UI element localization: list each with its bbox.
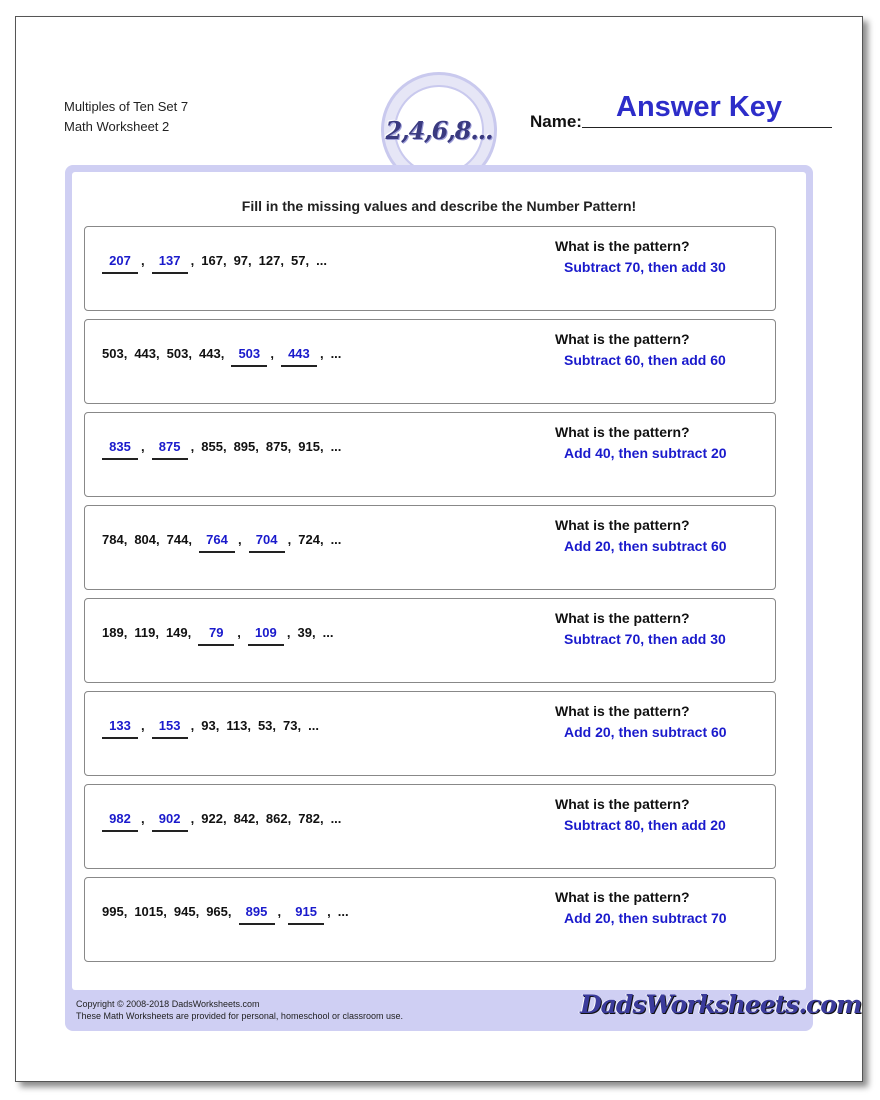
pattern-answer: Add 20, then subtract 60 xyxy=(564,538,727,554)
sequence-term: 915 xyxy=(298,439,320,454)
sequence-term: 39 xyxy=(297,625,312,640)
answer-blank[interactable]: 895 xyxy=(239,904,275,925)
comma-separator: , xyxy=(277,904,282,919)
pattern-question: What is the pattern? xyxy=(555,424,690,440)
comma-separator: , xyxy=(287,811,292,826)
number-sequence xyxy=(102,439,341,454)
sequence-term: 995 xyxy=(102,904,124,919)
sequence-term: 53 xyxy=(257,718,273,733)
pattern-question: What is the pattern? xyxy=(555,331,690,347)
comma-separator: , xyxy=(188,346,192,361)
comma-separator: , xyxy=(319,532,324,547)
answer-blank[interactable]: 915 xyxy=(288,904,324,925)
comma-separator: , xyxy=(220,346,225,361)
pattern-answer: Subtract 70, then add 30 xyxy=(564,631,726,647)
worksheet-subtitle: Math Worksheet 2 xyxy=(64,119,170,134)
comma-separator: , xyxy=(215,718,220,733)
sequence-term: 945 xyxy=(173,904,196,919)
answer-blank[interactable]: 153 xyxy=(152,718,188,739)
answer-blank[interactable]: 443 xyxy=(281,346,317,367)
answer-blank[interactable]: 503 xyxy=(231,346,267,367)
pattern-question: What is the pattern? xyxy=(555,796,690,812)
number-sequence xyxy=(102,346,341,361)
number-sequence xyxy=(102,625,333,640)
comma-separator: , xyxy=(195,904,200,919)
pattern-answer: Add 40, then subtract 20 xyxy=(564,445,727,461)
comma-separator: , xyxy=(237,532,242,547)
comma-separator: , xyxy=(163,904,167,919)
sequence-term: 965 xyxy=(206,904,228,919)
pattern-question: What is the pattern? xyxy=(555,517,690,533)
comma-separator: , xyxy=(287,532,292,547)
pattern-answer: Subtract 60, then add 60 xyxy=(564,352,726,368)
comma-separator: , xyxy=(190,811,195,826)
answer-blank[interactable]: 764 xyxy=(199,532,235,553)
sequence-term: ... xyxy=(330,439,342,454)
sequence-term: 149 xyxy=(165,625,188,640)
comma-separator: , xyxy=(248,253,252,268)
worksheet-title-block xyxy=(64,97,188,137)
comma-separator: , xyxy=(156,346,160,361)
usage-notice: These Math Worksheets are provided for personal, homeschool or classroom use. xyxy=(76,1011,403,1021)
problem-box xyxy=(84,226,776,311)
answer-blank[interactable]: 137 xyxy=(152,253,188,274)
name-label: Name: xyxy=(530,112,582,131)
comma-separator: , xyxy=(188,532,192,547)
sequence-term: 922 xyxy=(201,811,223,826)
comma-separator: , xyxy=(270,346,274,361)
sequence-term: 895 xyxy=(233,439,256,454)
instructions: Fill in the missing values and describe the Number Pattern! xyxy=(241,198,637,214)
sequence-term: 744 xyxy=(166,532,189,547)
pattern-question: What is the pattern? xyxy=(555,610,690,626)
comma-separator: , xyxy=(222,811,227,826)
pattern-answer: Subtract 70, then add 30 xyxy=(564,259,726,275)
sequence-term: ... xyxy=(330,811,342,826)
pattern-answer: Add 20, then subtract 60 xyxy=(564,724,727,740)
problem-box xyxy=(84,412,776,497)
comma-separator: , xyxy=(319,811,324,826)
comma-separator: , xyxy=(123,625,128,640)
comma-separator: , xyxy=(155,625,159,640)
answer-blank[interactable]: 109 xyxy=(248,625,284,646)
answer-blank[interactable]: 704 xyxy=(249,532,285,553)
worksheet-frame xyxy=(65,165,862,1031)
sequence-term: 503 xyxy=(166,346,189,361)
comma-separator: , xyxy=(255,811,259,826)
name-line xyxy=(582,127,832,128)
answer-blank[interactable]: 902 xyxy=(152,811,188,832)
pattern-answer: Add 20, then subtract 70 xyxy=(564,910,727,926)
footer-text xyxy=(76,998,403,1022)
answer-blank[interactable]: 982 xyxy=(102,811,138,832)
comma-separator: , xyxy=(222,439,227,454)
comma-separator: , xyxy=(222,253,227,268)
comma-separator: , xyxy=(123,346,128,361)
number-sequence xyxy=(102,532,341,547)
sequence-term: 119 xyxy=(134,625,156,640)
sequence-term: 875 xyxy=(265,439,288,454)
comma-separator: , xyxy=(327,904,331,919)
sequence-term: ... xyxy=(308,718,319,733)
sequence-term: 804 xyxy=(134,532,157,547)
sequence-term: 97 xyxy=(233,253,249,268)
sequence-term: 189 xyxy=(102,625,124,640)
worksheet-content xyxy=(72,172,806,990)
sequence-term: 127 xyxy=(258,253,281,268)
problem-box xyxy=(84,877,776,962)
logo-badge-inner xyxy=(385,85,493,175)
sequence-term: 167 xyxy=(201,253,223,268)
number-sequence xyxy=(102,904,349,919)
answer-blank[interactable]: 79 xyxy=(198,625,234,646)
comma-separator: , xyxy=(286,625,291,640)
sequence-term: ... xyxy=(322,625,334,640)
sequence-term: 1015 xyxy=(134,904,164,919)
sequence-term: 443 xyxy=(198,346,221,361)
comma-separator: , xyxy=(247,718,251,733)
comma-separator: , xyxy=(190,253,195,268)
comma-separator: , xyxy=(156,532,160,547)
sequence-term: 443 xyxy=(134,346,157,361)
problem-box xyxy=(84,784,776,869)
sequence-term: 73 xyxy=(283,718,298,733)
sequence-term: 113 xyxy=(226,718,248,733)
comma-separator: , xyxy=(319,346,324,361)
comma-separator: , xyxy=(190,718,195,733)
sequence-term: ... xyxy=(337,904,349,919)
sequence-term: ... xyxy=(330,532,342,547)
pattern-question: What is the pattern? xyxy=(555,889,690,905)
number-sequence xyxy=(102,253,327,268)
comma-separator: , xyxy=(237,625,241,640)
comma-separator: , xyxy=(123,904,128,919)
worksheet-title: Multiples of Ten Set 7 xyxy=(64,99,189,114)
sequence-term: 724 xyxy=(298,532,320,547)
sequence-term: 503 xyxy=(102,346,124,361)
problem-box xyxy=(84,319,776,404)
answer-blank[interactable]: 875 xyxy=(152,439,188,460)
sequence-term: ... xyxy=(316,253,327,268)
comma-separator: , xyxy=(141,253,145,268)
sequence-term: 842 xyxy=(233,811,256,826)
comma-separator: , xyxy=(123,532,128,547)
problem-box xyxy=(84,691,776,776)
comma-separator: , xyxy=(187,625,192,640)
comma-separator: , xyxy=(227,904,232,919)
comma-separator: , xyxy=(297,718,302,733)
pattern-answer: Subtract 80, then add 20 xyxy=(564,817,726,833)
comma-separator: , xyxy=(319,439,324,454)
sequence-term: 784 xyxy=(102,532,124,547)
sequence-term: 862 xyxy=(265,811,288,826)
problem-box xyxy=(84,505,776,590)
comma-separator: , xyxy=(272,718,277,733)
sequence-term: 782 xyxy=(298,811,320,826)
sequence-term: 855 xyxy=(201,439,223,454)
comma-separator: , xyxy=(255,439,259,454)
sequence-term: 57 xyxy=(291,253,306,268)
number-sequence xyxy=(102,811,341,826)
comma-separator: , xyxy=(280,253,284,268)
comma-separator: , xyxy=(311,625,316,640)
answer-blank[interactable]: 207 xyxy=(102,253,138,274)
comma-separator: , xyxy=(141,811,145,826)
sequence-term: ... xyxy=(330,346,342,361)
comma-separator: , xyxy=(141,718,145,733)
number-sequence xyxy=(102,718,319,733)
comma-separator: , xyxy=(141,439,145,454)
brand-logo: DadsWorksheets.com xyxy=(580,990,862,1019)
pattern-question: What is the pattern? xyxy=(555,703,690,719)
comma-separator: , xyxy=(190,439,195,454)
comma-separator: , xyxy=(305,253,310,268)
worksheet-page xyxy=(15,16,863,1082)
sequence-term: 93 xyxy=(201,718,216,733)
problem-box xyxy=(84,598,776,683)
answer-key-title: Answer Key xyxy=(616,91,783,123)
answer-blank[interactable]: 133 xyxy=(102,718,138,739)
logo-text: 2,4,6,8... xyxy=(385,115,493,145)
answer-blank[interactable]: 835 xyxy=(102,439,138,460)
comma-separator: , xyxy=(287,439,292,454)
pattern-question: What is the pattern? xyxy=(555,238,690,254)
copyright: Copyright © 2008-2018 DadsWorksheets.com xyxy=(76,999,260,1009)
